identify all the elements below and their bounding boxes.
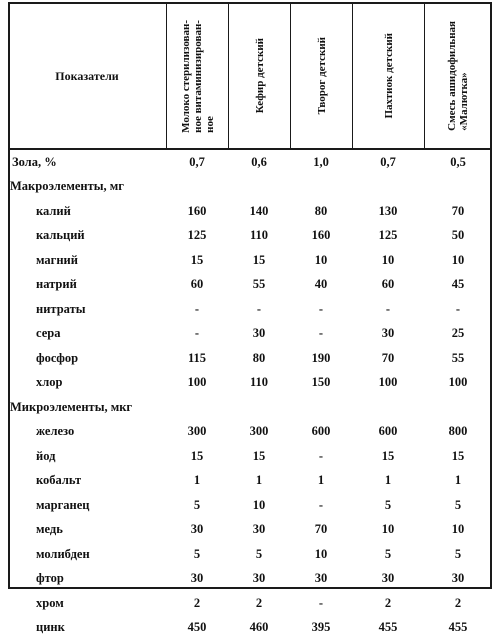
cell-value: -	[166, 322, 228, 347]
cell-value: 110	[228, 224, 290, 249]
table-row	[8, 542, 492, 567]
cell-value	[290, 395, 352, 420]
cell-value: 80	[228, 346, 290, 371]
cell-value: -	[290, 297, 352, 322]
column-header-kefir	[229, 4, 290, 148]
cell-value	[290, 175, 352, 200]
cell-value: 1	[424, 469, 492, 494]
cell-value: 800	[424, 420, 492, 445]
table-row	[8, 346, 492, 371]
table-row	[8, 616, 492, 640]
cell-value: -	[166, 297, 228, 322]
table-row	[8, 297, 492, 322]
cell-value: -	[352, 297, 424, 322]
cell-value: 30	[352, 567, 424, 592]
cell-value: 40	[290, 273, 352, 298]
cell-value: 110	[228, 371, 290, 396]
table-row	[8, 493, 492, 518]
cell-value: 1	[352, 469, 424, 494]
table-rows	[8, 150, 492, 640]
column-header-label: Кефир детский	[254, 38, 266, 113]
cell-value: 300	[166, 420, 228, 445]
column-header-label: Творог детский	[316, 37, 328, 114]
cell-value: 10	[352, 248, 424, 273]
cell-value: 55	[424, 346, 492, 371]
cell-value: 160	[166, 199, 228, 224]
column-header-cottage-cheese	[291, 4, 352, 148]
cell-value: 130	[352, 199, 424, 224]
cell-value: 600	[352, 420, 424, 445]
table-row	[8, 567, 492, 592]
cell-value: 2	[424, 591, 492, 616]
cell-value: 70	[424, 199, 492, 224]
cell-value: 30	[228, 322, 290, 347]
cell-value: 5	[424, 542, 492, 567]
cell-value	[424, 395, 492, 420]
row-label: сера	[8, 322, 166, 347]
cell-value	[166, 395, 228, 420]
row-label: Зола, %	[8, 150, 166, 175]
cell-value: 0,7	[352, 150, 424, 175]
cell-value: 0,6	[228, 150, 290, 175]
column-header-label: Пахтиок детский	[383, 33, 395, 119]
cell-value: 15	[228, 248, 290, 273]
cell-value: 10	[352, 518, 424, 543]
row-label: Макроэлементы, мг	[8, 175, 166, 200]
row-label: хлор	[8, 371, 166, 396]
cell-value: 1	[290, 469, 352, 494]
table-body	[8, 150, 492, 640]
cell-value: 15	[228, 444, 290, 469]
table-row	[8, 322, 492, 347]
cell-value: 1	[228, 469, 290, 494]
cell-value: 15	[166, 444, 228, 469]
cell-value: 15	[352, 444, 424, 469]
cell-value: 30	[290, 567, 352, 592]
cell-value: 160	[290, 224, 352, 249]
cell-value: 5	[352, 542, 424, 567]
cell-value: -	[424, 297, 492, 322]
cell-value: 30	[166, 518, 228, 543]
cell-value: 2	[166, 591, 228, 616]
cell-value: 10	[290, 542, 352, 567]
row-label: калий	[8, 199, 166, 224]
cell-value: 115	[166, 346, 228, 371]
cell-value: 10	[228, 493, 290, 518]
cell-value	[228, 395, 290, 420]
cell-value: 300	[228, 420, 290, 445]
cell-value: 30	[166, 567, 228, 592]
cell-value: 2	[228, 591, 290, 616]
cell-value	[166, 175, 228, 200]
cell-value: 140	[228, 199, 290, 224]
cell-value: 60	[166, 273, 228, 298]
cell-value: 10	[424, 518, 492, 543]
cell-value: 45	[424, 273, 492, 298]
cell-value: 100	[424, 371, 492, 396]
parameters-header: Показатели	[8, 4, 166, 148]
row-label: цинк	[8, 616, 166, 640]
row-label: магний	[8, 248, 166, 273]
cell-value: 10	[424, 248, 492, 273]
cell-value: 190	[290, 346, 352, 371]
column-header-malyutka	[425, 4, 490, 148]
cell-value: 80	[290, 199, 352, 224]
cell-value: 50	[424, 224, 492, 249]
table-row	[8, 444, 492, 469]
cell-value: 125	[166, 224, 228, 249]
cell-value	[352, 395, 424, 420]
row-label: марганец	[8, 493, 166, 518]
cell-value: 450	[166, 616, 228, 640]
cell-value: 1,0	[290, 150, 352, 175]
cell-value: 30	[228, 518, 290, 543]
cell-value: -	[290, 591, 352, 616]
cell-value	[352, 175, 424, 200]
cell-value: 15	[424, 444, 492, 469]
row-label: йод	[8, 444, 166, 469]
cell-value: 395	[290, 616, 352, 640]
cell-value: 455	[424, 616, 492, 640]
cell-value: 55	[228, 273, 290, 298]
cell-value	[228, 175, 290, 200]
cell-value: 100	[352, 371, 424, 396]
cell-value: -	[290, 444, 352, 469]
row-label: фтор	[8, 567, 166, 592]
column-header-label: Смесь ашидофильная «Малютка»	[446, 21, 470, 131]
table-row	[8, 273, 492, 298]
cell-value: 2	[352, 591, 424, 616]
table-row	[8, 199, 492, 224]
table-row	[8, 591, 492, 616]
cell-value: 30	[352, 322, 424, 347]
cell-value: 455	[352, 616, 424, 640]
table-row	[8, 224, 492, 249]
cell-value: -	[290, 322, 352, 347]
cell-value: 100	[166, 371, 228, 396]
cell-value: -	[228, 297, 290, 322]
row-label: медь	[8, 518, 166, 543]
cell-value: 70	[352, 346, 424, 371]
table-row	[8, 248, 492, 273]
table-row	[8, 420, 492, 445]
table-row	[8, 469, 492, 494]
cell-value: 5	[228, 542, 290, 567]
table-row	[8, 175, 492, 200]
row-label: кобальт	[8, 469, 166, 494]
cell-value: 150	[290, 371, 352, 396]
cell-value: 0,7	[166, 150, 228, 175]
cell-value: 125	[352, 224, 424, 249]
cell-value	[424, 175, 492, 200]
row-label: Микроэлементы, мкг	[8, 395, 166, 420]
column-header-label: Молоко стерилизован- ное витаминизирован- ное	[180, 20, 216, 133]
row-label: железо	[8, 420, 166, 445]
table-row	[8, 150, 492, 175]
row-label: нитраты	[8, 297, 166, 322]
cell-value: 15	[166, 248, 228, 273]
cell-value: 5	[352, 493, 424, 518]
row-label: кальций	[8, 224, 166, 249]
cell-value: 25	[424, 322, 492, 347]
cell-value: 600	[290, 420, 352, 445]
table-row	[8, 395, 492, 420]
row-label: натрий	[8, 273, 166, 298]
cell-value: 70	[290, 518, 352, 543]
row-label: молибден	[8, 542, 166, 567]
cell-value: 5	[166, 493, 228, 518]
cell-value: 460	[228, 616, 290, 640]
column-header-buttermilk	[353, 4, 424, 148]
column-header-sterilized-milk	[167, 4, 228, 148]
cell-value: 60	[352, 273, 424, 298]
table-row	[8, 371, 492, 396]
table-row	[8, 518, 492, 543]
row-label: хром	[8, 591, 166, 616]
cell-value: 30	[424, 567, 492, 592]
cell-value: 30	[228, 567, 290, 592]
cell-value: 5	[166, 542, 228, 567]
row-label: фосфор	[8, 346, 166, 371]
cell-value: -	[290, 493, 352, 518]
cell-value: 1	[166, 469, 228, 494]
cell-value: 0,5	[424, 150, 492, 175]
cell-value: 5	[424, 493, 492, 518]
cell-value: 10	[290, 248, 352, 273]
